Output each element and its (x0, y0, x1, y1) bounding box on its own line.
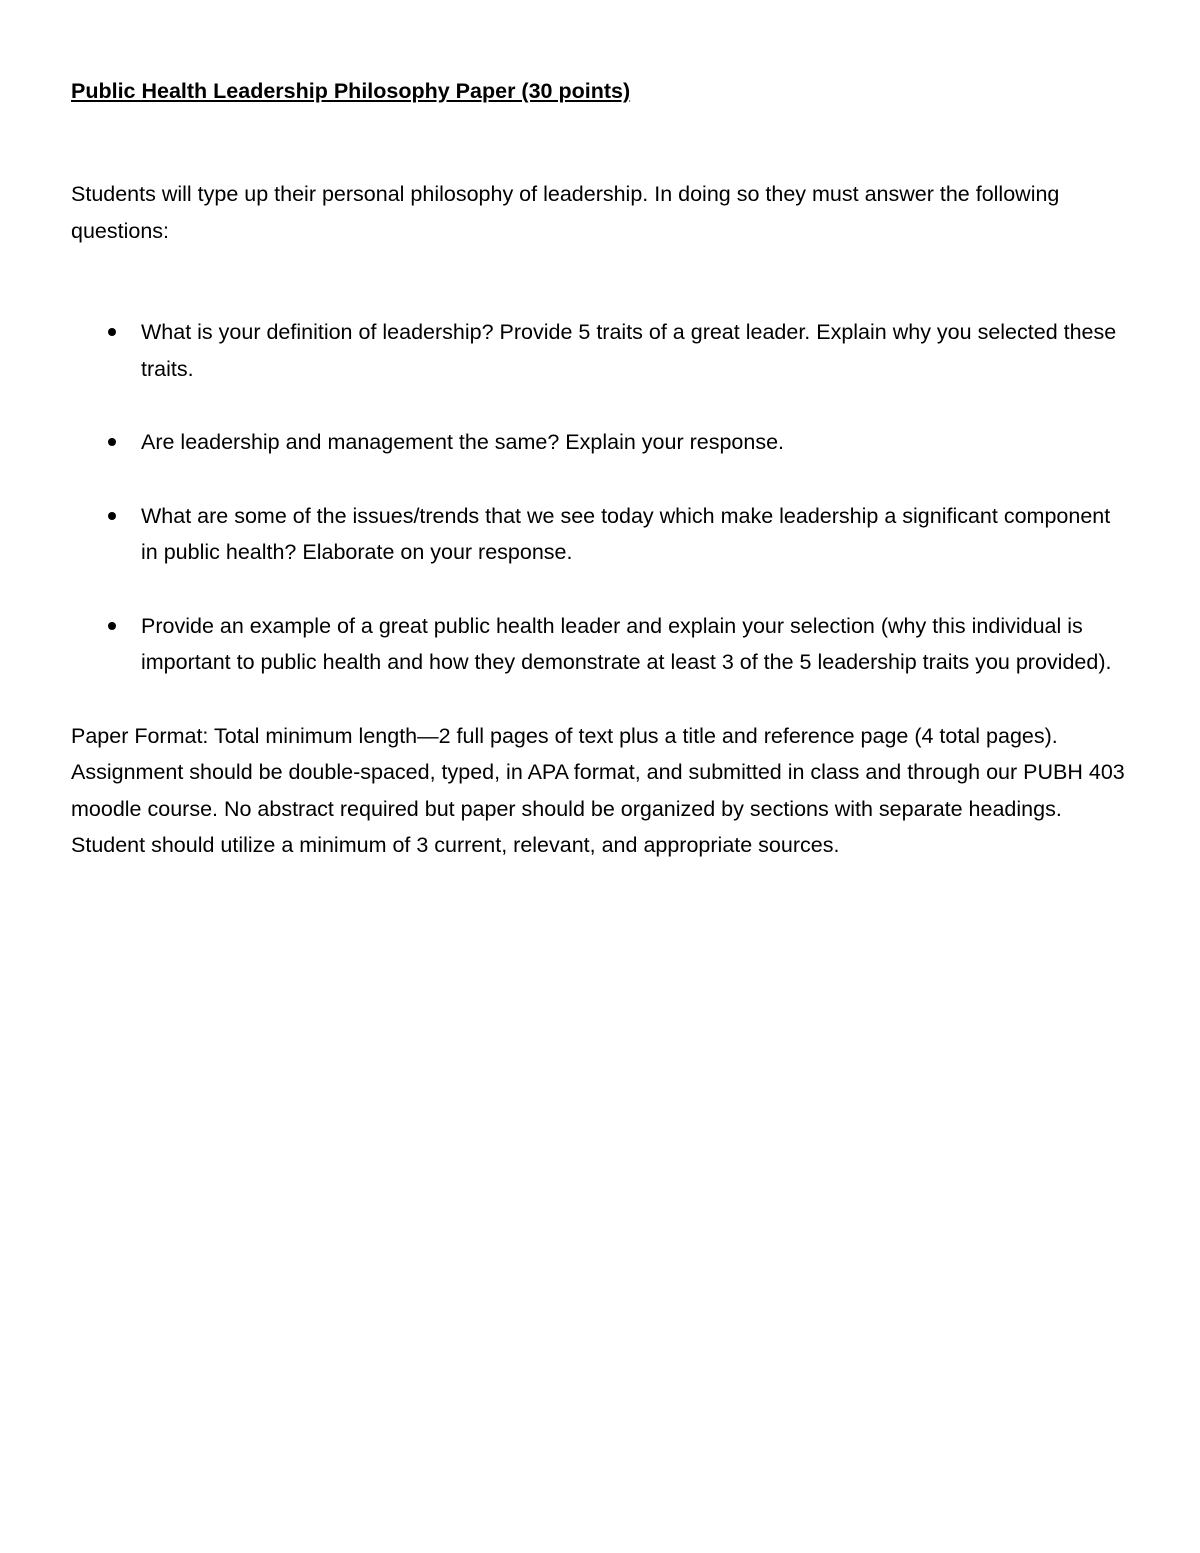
document-title: Public Health Leadership Philosophy Paper (30 points) (71, 79, 631, 103)
paper-format-paragraph: Paper Format: Total minimum length—2 full pages of text plus a title and reference page (4 total pages). Assignment should be double-spaced, typed, in APA format, and submitted in class and through our PUBH 403 moodle course. No abstract required but paper should be organized by sections with separate headings. Student should utilize a minimum of 3 current, relevant, and appropriate sources. (71, 723, 1125, 857)
question-list (71, 314, 1131, 681)
question-item-management (71, 424, 1131, 461)
bullet-icon (108, 512, 116, 520)
intro-paragraph: Students will type up their personal philosophy of leadership. In doing so they must answer the following questions: (71, 182, 1060, 243)
question-item-example-leader (71, 608, 1131, 681)
bullet-icon (108, 328, 116, 336)
bullet-icon (108, 622, 116, 630)
question-text: What are some of the issues/trends that we see today which make leadership a significant component in public health? Elaborate on your response. (141, 503, 1111, 564)
document-body (71, 76, 1131, 864)
bullet-icon (108, 438, 116, 446)
question-text: Provide an example of a great public health leader and explain your selection (why this individual is important to public health and how they demonstrate at least 3 of the 5 leadership traits you provided). (141, 613, 1112, 674)
question-item-trends (71, 498, 1131, 571)
question-item-definition (71, 314, 1131, 387)
question-text: What is your definition of leadership? Provide 5 traits of a great leader. Explain why you selected these traits. (141, 320, 1117, 381)
question-text: Are leadership and management the same? Explain your response. (141, 430, 784, 454)
